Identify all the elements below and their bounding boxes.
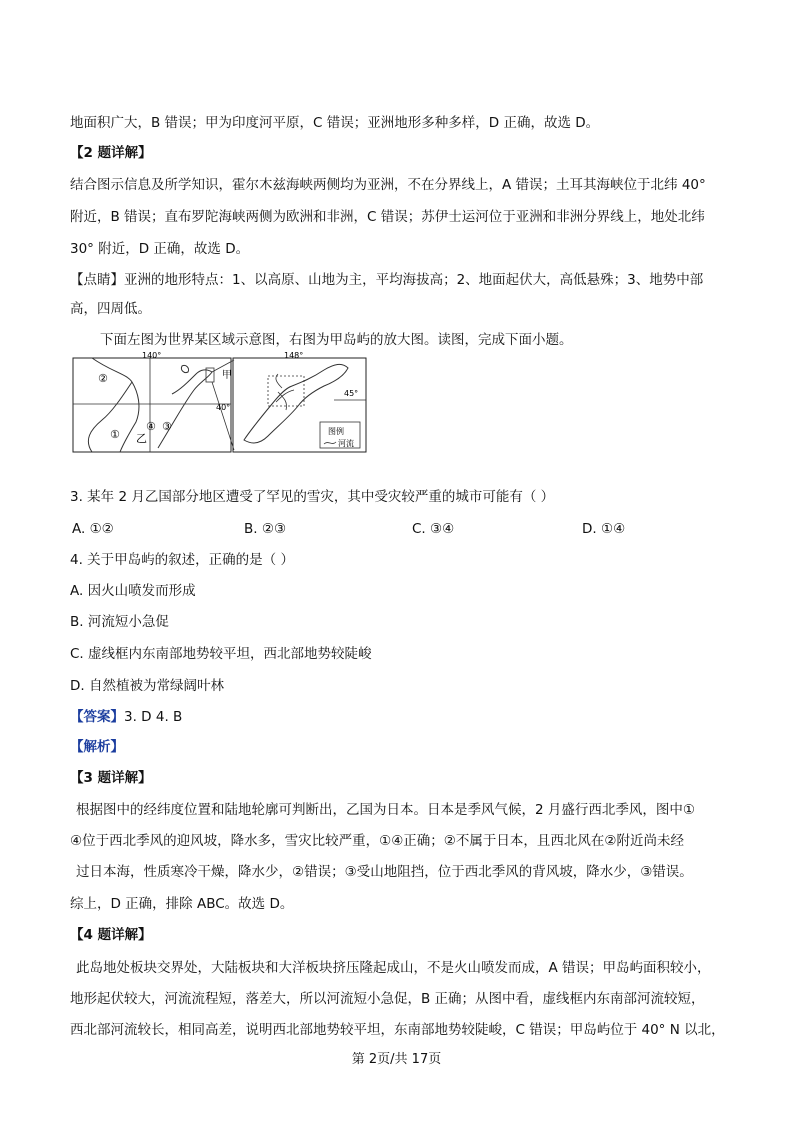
q3-option-c: C. ③④ bbox=[412, 521, 455, 537]
q3-option-d: D. ①④ bbox=[582, 521, 626, 537]
q4-option-a: A. 因火山喷发而形成 bbox=[70, 583, 196, 599]
answer-line bbox=[70, 707, 730, 727]
q3-option-a: A. ①② bbox=[72, 521, 114, 537]
section-heading-q3: 【3 题详解】 bbox=[70, 770, 152, 786]
legend-river-label: 河流 bbox=[338, 439, 354, 448]
q3-option-b: B. ②③ bbox=[244, 521, 287, 537]
text-line: 30° 附近，D 正确，故选 D。 bbox=[70, 241, 250, 257]
text-line: ④位于西北季风的迎风坡，降水多，雪灾比较严重，①④正确；②不属于日本，且西北风在②附近尚未经 bbox=[70, 833, 685, 849]
map-figure-svg bbox=[72, 352, 368, 456]
mark-1: ① bbox=[110, 428, 120, 441]
text-line: 过日本海，性质寒冷干燥，降水少，②错误；③受山地阻挡，位于西北季风的背风坡，降水少，③错误。 bbox=[76, 864, 693, 880]
text-line: 【点睛】亚洲的地形特点：1、以高原、山地为主，平均海拔高；2、地面起伏大，高低悬殊；3、地势中部 bbox=[70, 272, 704, 288]
lon-label-left: 140° bbox=[142, 352, 162, 360]
river bbox=[278, 392, 287, 410]
mark-3: ③ bbox=[162, 420, 172, 433]
island-arc-coast bbox=[158, 370, 212, 448]
page-footer: 第 2页/共 17页 bbox=[351, 1052, 442, 1067]
left-map-frame bbox=[73, 358, 231, 452]
text-line: 此岛地处板块交界处，大陆板块和大洋板块挤压隆起成山，不是火山喷发而成，A 错误；甲岛屿面积较小， bbox=[76, 960, 711, 976]
question-4: 4. 关于甲岛屿的叙述，正确的是（ ） bbox=[70, 552, 294, 568]
text-line: 西北部河流较长，相同高差，说明西北部地势较平坦，东南部地势较陡峻，C 错误；甲岛屿位于 40° N 以北， bbox=[70, 1022, 725, 1038]
question-3: 3. 某年 2 月乙国部分地区遭受了罕见的雪灾，其中受灾较严重的城市可能有（ ） bbox=[70, 489, 555, 505]
lat-label-right: 45° bbox=[344, 389, 359, 398]
analysis-heading: 【解析】 bbox=[70, 739, 124, 755]
label-yi: 乙 bbox=[136, 432, 147, 445]
q4-option-b: B. 河流短小急促 bbox=[70, 614, 169, 630]
text-line: 地形起伏较大，河流流程短，落差大，所以河流短小急促，B 正确；从图中看，虚线框内东南部河流较短， bbox=[70, 991, 705, 1007]
section-heading-q4: 【4 题详解】 bbox=[70, 927, 152, 943]
q4-option-d: D. 自然植被为常绿阔叶林 bbox=[70, 678, 224, 694]
answer-text: 3. D 4. B bbox=[124, 709, 183, 725]
text-line: 综上，D 正确，排除 ABC。故选 D。 bbox=[70, 896, 294, 912]
mark-2: ② bbox=[98, 372, 108, 385]
text-line: 地面积广大，B 错误；甲为印度河平原，C 错误；亚洲地形多种多样，D 正确，故选 D。 bbox=[70, 115, 600, 131]
lat-label-left: 40° bbox=[216, 403, 231, 412]
text-line: 结合图示信息及所学知识，霍尔木兹海峡两侧均为亚洲，不在分界线上，A 错误；土耳其海峡位于北纬 40° bbox=[70, 177, 706, 193]
legend-title: 图例 bbox=[328, 427, 344, 436]
q4-option-c: C. 虚线框内东南部地势较平坦，西北部地势较陡峻 bbox=[70, 646, 372, 662]
map-figure bbox=[72, 352, 368, 456]
text-line: 根据图中的经纬度位置和陆地轮廓可判断出，乙国为日本。日本是季风气候，2 月盛行西北季风，图中① bbox=[76, 802, 695, 818]
text-line: 附近，B 错误；直布罗陀海峡两侧为欧洲和非洲，C 错误；苏伊士运河位于亚洲和非洲分界线上，地处北纬 bbox=[70, 209, 705, 225]
lon-label-right: 148° bbox=[284, 352, 304, 360]
text-line: 下面左图为世界某区域示意图，右图为甲岛屿的放大图。读图，完成下面小题。 bbox=[100, 332, 573, 348]
small-island bbox=[181, 365, 188, 372]
section-heading-q2: 【2 题详解】 bbox=[70, 145, 152, 161]
mark-4: ④ bbox=[146, 420, 156, 433]
answer-label: 【答案】 bbox=[70, 709, 124, 725]
label-jia: 甲 bbox=[222, 370, 232, 381]
text-line: 高，四周低。 bbox=[70, 301, 151, 317]
